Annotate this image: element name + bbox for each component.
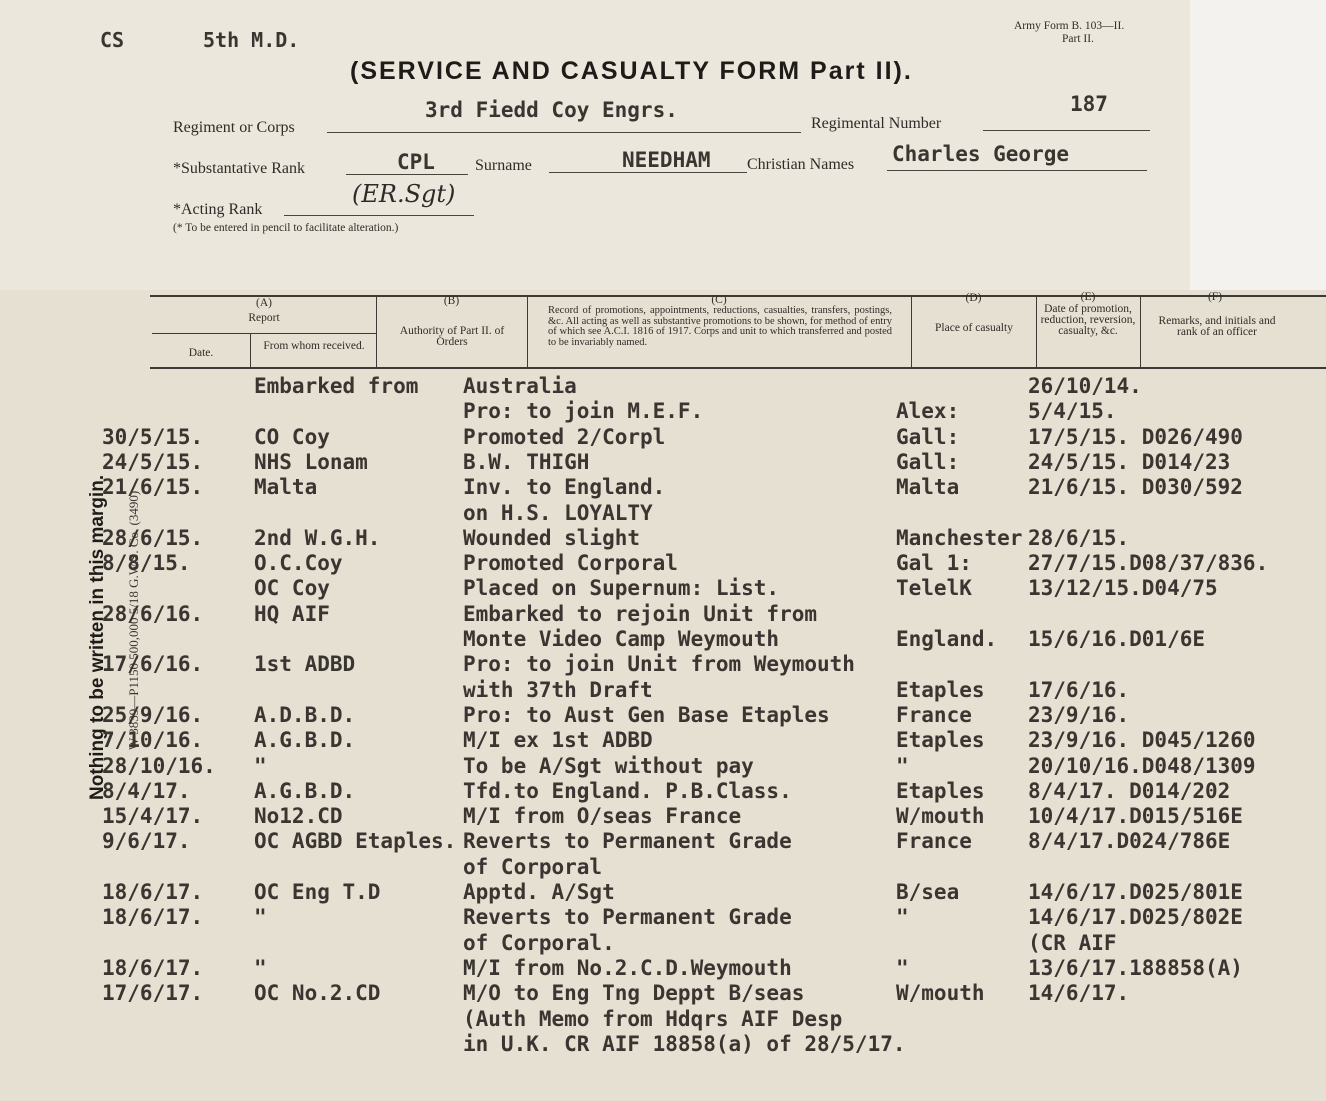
entry-record: Reverts to Permanent Grade [463, 829, 792, 854]
col-f-label: Remarks, and initials and rank of an officer [1158, 315, 1276, 338]
entry-record: Australia [463, 374, 577, 398]
entry-record: To be A/Sgt without pay [463, 753, 754, 778]
entry-from: HQ AIF [254, 601, 330, 626]
entry-from: Embarked from [254, 374, 419, 398]
col-divider-ef [1140, 295, 1141, 367]
table-header-rule [150, 367, 1326, 369]
entry-date: 15/4/17. [102, 804, 204, 829]
christian-label: Christian Names [747, 156, 855, 173]
rank-label: *Substantative Rank [173, 160, 305, 177]
entry-event-date: 27/7/15.D08/37/836. [1028, 551, 1269, 576]
entry-from: OC No.2.CD [254, 981, 381, 1006]
col-a-subrule [152, 333, 376, 334]
form-title: (SERVICE AND CASUALTY FORM Part II). [350, 57, 913, 85]
entry-place: Gal 1: [896, 551, 972, 576]
entry-record: Apptd. A/Sgt [463, 880, 615, 904]
entry-record: M/O to Eng Tng Deppt B/seas [463, 981, 805, 1006]
entry-place: TelelK [896, 576, 972, 601]
entry-from: OC AGBD Etaples. [254, 829, 457, 854]
entry-from: Malta [254, 475, 318, 500]
entry-place: France [896, 829, 972, 854]
entry-from: 1st ADBD [254, 652, 356, 677]
entry-date: 28/10/16. [102, 753, 216, 778]
col-d-letter: (D) [965, 292, 982, 304]
margin-warning: Nothing to be written in this margin. [87, 474, 108, 800]
entry-from: A.G.B.D. [254, 728, 356, 753]
entry-place: England. [896, 627, 998, 651]
col-a-from: From whom received. [263, 340, 365, 352]
entry-date: 24/5/15. [102, 449, 204, 474]
entry-date: 17/6/17. [102, 981, 204, 1006]
entry-record: Pro: to Aust Gen Base Etaples [463, 702, 830, 727]
entry-record: Reverts to Permanent Grade [463, 905, 792, 930]
entry-date: 8/4/17. [102, 778, 191, 803]
reg-number-line [983, 130, 1150, 131]
regiment-value: 3rd Fiedd Coy Engrs. [425, 98, 678, 122]
entry-date: 18/6/17. [102, 955, 204, 980]
entry-from: CO Coy [254, 424, 330, 449]
entry-place: W/mouth [896, 981, 985, 1006]
entry-place: Etaples [896, 728, 985, 753]
surname-label: Surname [475, 157, 532, 174]
entry-event-date: 28/6/15. [1028, 525, 1130, 550]
entry-event-date: 17/5/15. D026/490 [1028, 424, 1243, 449]
col-c-letter: (C) [711, 294, 727, 306]
entry-place: Alex: [896, 399, 960, 424]
entry-from: " [254, 753, 267, 778]
entry-event-date: 8/4/17.D024/786E [1028, 829, 1231, 854]
entry-place: " [896, 753, 909, 778]
army-form-part: Part II. [1062, 33, 1094, 45]
entry-place: Manchester [896, 525, 1023, 550]
entry-event-date: 13/12/15.D04/75 [1028, 576, 1218, 601]
cs-stamp: CS [100, 28, 125, 52]
acting-rank-line [284, 215, 474, 216]
entry-date: 21/6/15. [102, 475, 204, 500]
col-f-letter: (F) [1207, 291, 1223, 303]
col-e-label: Date of promotion, reduction, reversion, casualty, &c. [1040, 303, 1136, 337]
entry-place: Etaples [896, 677, 985, 702]
entry-record: Pro: to join M.E.F. [463, 399, 704, 424]
entry-place: Gall: [896, 449, 960, 474]
entry-date: 9/6/17. [102, 829, 191, 854]
col-a-letter: (A) [256, 297, 272, 309]
entry-record: Tfd.to England. P.B.Class. [463, 778, 792, 803]
regiment-label: Regiment or Corps [173, 119, 295, 136]
entry-from: OC Coy [254, 576, 330, 601]
col-divider-de [1036, 295, 1037, 367]
entry-from: No12.CD [254, 804, 343, 829]
surname-value: NEEDHAM [622, 148, 711, 172]
entry-from: " [254, 905, 267, 930]
entry-event-date: 14/6/17.D025/801E [1028, 880, 1243, 904]
entry-record: with 37th Draft [463, 677, 653, 702]
entry-event-date: 8/4/17. D014/202 [1028, 778, 1231, 803]
acting-rank-label: *Acting Rank [173, 201, 263, 218]
entry-from: A.G.B.D. [254, 778, 356, 803]
regiment-line [327, 132, 801, 133]
christian-value: Charles George [892, 142, 1070, 166]
entry-date: 28/6/16. [102, 601, 204, 626]
entry-place: " [896, 905, 909, 930]
entry-record: on H.S. LOYALTY [463, 500, 653, 525]
entry-from: 2nd W.G.H. [254, 525, 381, 550]
entry-record: M/I from O/seas France [463, 804, 742, 829]
entry-event-date: 17/6/16. [1028, 677, 1130, 702]
col-a-date: Date. [188, 347, 214, 359]
entry-date: 25/9/16. [102, 702, 204, 727]
entry-date: 17/6/16. [102, 652, 204, 677]
entry-place: W/mouth [896, 804, 985, 829]
entry-event-date: 23/9/16. [1028, 702, 1130, 727]
entry-record: B.W. THIGH [463, 449, 590, 474]
entry-date: 28/6/15. [102, 525, 204, 550]
entry-date: 18/6/17. [102, 905, 204, 930]
acting-rank-handwritten: (ER.Sgt) [352, 180, 456, 208]
entry-date: 8/8/15. [102, 551, 191, 576]
entry-event-date: 24/5/15. D014/23 [1028, 449, 1231, 474]
christian-line [887, 170, 1147, 171]
printer-code: W 3839—P1150 500,000 5/18 G.W.S. Co. (3490) [126, 490, 141, 750]
entry-event-date: 23/9/16. D045/1260 [1028, 728, 1256, 753]
army-form-number: Army Form B. 103—II. [1014, 20, 1125, 32]
entry-event-date: 14/6/17.D025/802E [1028, 905, 1243, 930]
entry-event-date: 14/6/17. [1028, 981, 1130, 1006]
entry-record: M/I ex 1st ADBD [463, 728, 653, 753]
entry-record: Placed on Supernum: List. [463, 576, 780, 601]
entry-record: of Corporal. [463, 930, 615, 955]
entry-place: " [896, 955, 909, 980]
entry-from: NHS Lonam [254, 449, 368, 474]
entry-record: Promoted 2/Corpl [463, 424, 666, 449]
entry-date: 18/6/17. [102, 880, 204, 904]
entry-record: Wounded slight [463, 525, 641, 550]
entry-place: B/sea [896, 880, 960, 904]
entry-record: Inv. to England. [463, 475, 666, 500]
entry-event-date: 26/10/14. [1028, 374, 1142, 398]
surname-line [549, 172, 747, 173]
col-divider-cd [911, 295, 912, 367]
entry-place: Gall: [896, 424, 960, 449]
entry-record: Monte Video Camp Weymouth [463, 627, 780, 651]
col-c-label: Record of promotions, appointments, reductions, casualties, transfers, postings, &c. All acting as well as substantive promotions to be shown, for method of entry of which see A.C.I. 1816 of 1917. Corps and unit to which transferred and posted to be invariably named. [548, 305, 892, 348]
reg-number-value: 187 [1070, 92, 1108, 116]
entry-from: O.C.Coy [254, 551, 343, 576]
entry-place: France [896, 702, 972, 727]
entry-date: 7/10/16. [102, 728, 204, 753]
col-a-subdivider [250, 334, 251, 367]
pencil-footnote: (* To be entered in pencil to facilitate alteration.) [173, 222, 399, 234]
entry-event-date: 15/6/16.D01/6E [1028, 627, 1206, 651]
district-stamp: 5th M.D. [203, 28, 300, 52]
entry-record: Pro: to join Unit from Weymouth [463, 652, 855, 677]
entry-record: in U.K. CR AIF 18858(a) of 28/5/17. [463, 1031, 906, 1056]
col-b-letter: (B) [443, 295, 460, 307]
entry-record: Embarked to rejoin Unit from [463, 601, 818, 626]
col-a-label: Report [248, 312, 280, 324]
entry-event-date: 5/4/15. [1028, 399, 1117, 424]
entry-event-date: 20/10/16.D048/1309 [1028, 753, 1256, 778]
entry-place: Malta [896, 475, 960, 500]
entry-from: A.D.B.D. [254, 702, 356, 727]
entry-event-date: 10/4/17.D015/516E [1028, 804, 1243, 829]
entry-record: M/I from No.2.C.D.Weymouth [463, 955, 792, 980]
entry-place: Etaples [896, 778, 985, 803]
col-b-label: Authority of Part II. of Orders [399, 325, 505, 348]
col-d-label: Place of casualty [935, 322, 1013, 334]
entry-event-date: (CR AIF [1028, 930, 1117, 955]
reg-number-label: Regimental Number [811, 115, 942, 132]
entry-event-date: 21/6/15. D030/592 [1028, 475, 1243, 500]
col-e-letter: (E) [1080, 291, 1096, 303]
entry-event-date: 13/6/17.188858(A) [1028, 955, 1243, 980]
background-strip [1190, 0, 1326, 292]
entry-date: 30/5/15. [102, 424, 204, 449]
rank-value: CPL [397, 150, 435, 174]
entry-record: Promoted Corporal [463, 551, 678, 576]
entry-record: of Corporal [463, 854, 603, 879]
rank-line [346, 174, 468, 175]
entry-record: (Auth Memo from Hdqrs AIF Desp [463, 1006, 843, 1031]
entry-from: OC Eng T.D [254, 880, 381, 904]
entry-from: " [254, 955, 267, 980]
